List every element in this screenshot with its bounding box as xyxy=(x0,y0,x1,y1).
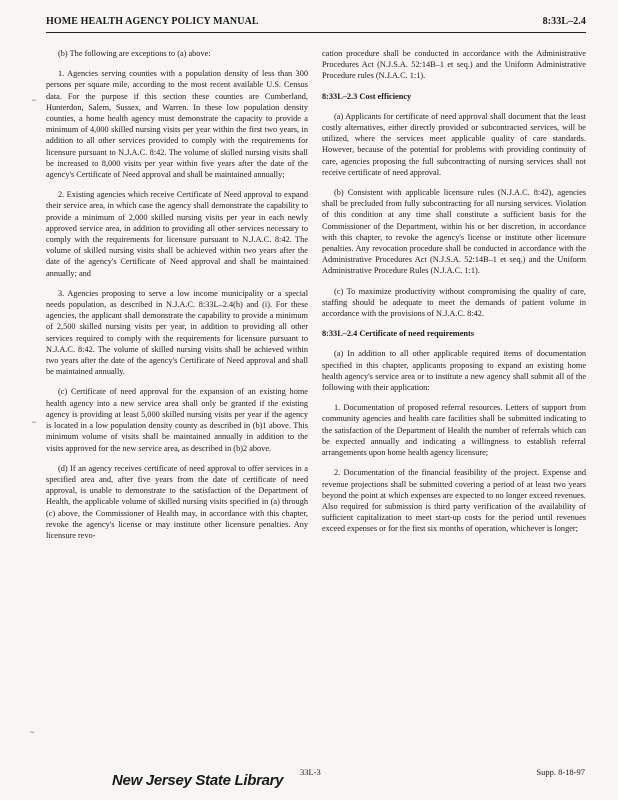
paragraph: 1. Agencies serving counties with a population density of less than 300 persons per square mile, according to the most recent available U.S. Census data. For the purpose if this section these counties are Cumberland, Hunterdon, Salem, Sussex, and Warren. In these low population density counties, a home health agency must demonstrate the capacity to provide a minimum of 4,000 skilled nursing visits per year within the first two years, in addition to all other services provided to comply with the requirements for licensure pursuant to N.J.A.C. 8:42. The volume of skilled nursing visits shall be increased to 8,000 visits per year within five years after the date of the agency's Certificate of Need approval and shall be maintained annually; xyxy=(46,69,308,180)
running-header xyxy=(46,14,586,33)
paragraph: 1. Documentation of proposed referral resources. Letters of support from community agencies and health care facilities shall be submitted indicating to the satisfaction of the Department of Health the number of referrals which can be expected annually and indicating a willingness to establish referral arrangements upon home health agency licensure; xyxy=(322,403,586,458)
paragraph: 2. Documentation of the financial feasibility of the project. Expense and revenue projections shall be submitted covering a period of at least two years beyond the point at which expenses are expected to no longer exceed revenues. Also required for submission is third party verification of the availability of sufficient capitalization to meet start-up costs for the period until revenues exceed expenses or for the first six months of operation, whichever is longer; xyxy=(322,468,586,534)
margin-mark: ~ xyxy=(32,418,37,427)
paragraph: (a) Applicants for certificate of need approval shall document that the least costly alternatives, either directly provided or subcontracted services, will be utilized, where the services meet applicable quality of care standards. However, because of the potential for problems with providing continuity of care, agencies proposing the full subcontracting of nursing services shall not receive certificate of need approval. xyxy=(322,111,586,177)
section-heading: 8:33L–2.4 Certificate of need requirements xyxy=(322,329,474,339)
paragraph: 2. Existing agencies which receive Certificate of Need approval to expand their service area, in which case the agency shall demonstrate the capability to provide a minimum of 2,000 skilled nursing visits per year in each newly approved service area, in addition to providing all other services necessary to comply with the requirements for licensure pursuant to N.J.A.C. 8:42. The volume of skilled nursing visits shall be achieved within two years after the date of the agency's Certificate of Need approval and shall be maintained annually; and xyxy=(46,190,308,278)
margin-mark: ~ xyxy=(30,728,35,737)
paragraph: 3. Agencies proposing to serve a low income municipality or a special needs population, as described in N.J.A.C. 8:33L–2.4(h) and (i). For these agencies, the applicant shall demonstrate the capability to provide a minimum of 2,500 skilled nursing visits per year, in addition to providing all other services required to comply with the requirements for licensure pursuant to N.J.A.C. 8:42. The volume of skilled nursing visits shall be achieved within two years after the date of the agency's Certificate of Need approval and shall be maintained annually. xyxy=(46,288,308,377)
paragraph: (a) In addition to all other applicable required items of documentation specified in this chapter, applicants proposing to expand an existing home health agency's service area or to institute a new agency shall submit all of the following with their application: xyxy=(322,349,586,393)
library-stamp: New Jersey State Library xyxy=(112,772,284,789)
section-heading: 8:33L–2.3 Cost efficiency xyxy=(322,91,412,101)
supplement-date: Supp. 8-18-97 xyxy=(536,767,585,777)
paragraph: (c) To maximize productivity without compromising the quality of care, staffing should be adequate to meet the demands of patient volume in accordance with the provisions of N.J.A.C. 8:42. xyxy=(322,286,586,319)
page-number: 33L-3 xyxy=(300,767,321,777)
paragraph: (b) The following are exceptions to (a) above: xyxy=(58,49,211,58)
paragraph: (c) Certificate of need approval for the expansion of an existing home health agency into a new service area shall only be granted if the existing agency is providing at least 5,000 skilled nursing visits per year if the agency is located in a low population density county as described in (b)1 above. This minimum volume of visits shall be maintained annually in addition to the visits approved for the new service area, as described in (b)2 above. xyxy=(46,387,308,453)
paragraph: (d) If an agency receives certificate of need approval to offer services in a specified area and, after five years from the date of certificate of need approval, is unable to demonstrate to the satisfaction of the Department of Health, the applicable volume of skilled nursing visits specified in (a) through (c) above, the Commissioner of Health may, in accordance with this chapter, revoke the agency's license or may institute other licensure penalties. Any licensure revo- xyxy=(46,463,308,540)
margin-mark: ~ xyxy=(32,96,37,105)
section-number: 8:33L–2.4 xyxy=(542,16,586,27)
right-column xyxy=(322,48,586,544)
manual-title: HOME HEALTH AGENCY POLICY MANUAL xyxy=(46,16,259,27)
paragraph: (b) Consistent with applicable licensure rules (N.J.A.C. 8:42), agencies shall be precluded from fully subcontracting for all nursing services. Violation of this condition at any time shall constitute a sufficient basis for the Commissioner of the Department, within his or her discretion, in accordance with this chapter, to revoke the agency's license or institute other licensure penalties. Any revocation procedure shall be conducted in accordance with the Administrative Procedures Act (N.J.S.A. 52:14B–1 et seq.) and the Uniform Administrative Procedure Rules (N.J.A.C. 1:1). xyxy=(322,188,586,276)
paragraph: cation procedure shall be conducted in accordance with the Administrative Procedures Act (N.J.S.A. 52:14B–1 et seq.) and the Uniform Administrative Procedure rules (N.J.A.C. 1:1). xyxy=(322,49,586,81)
left-column xyxy=(46,48,308,550)
